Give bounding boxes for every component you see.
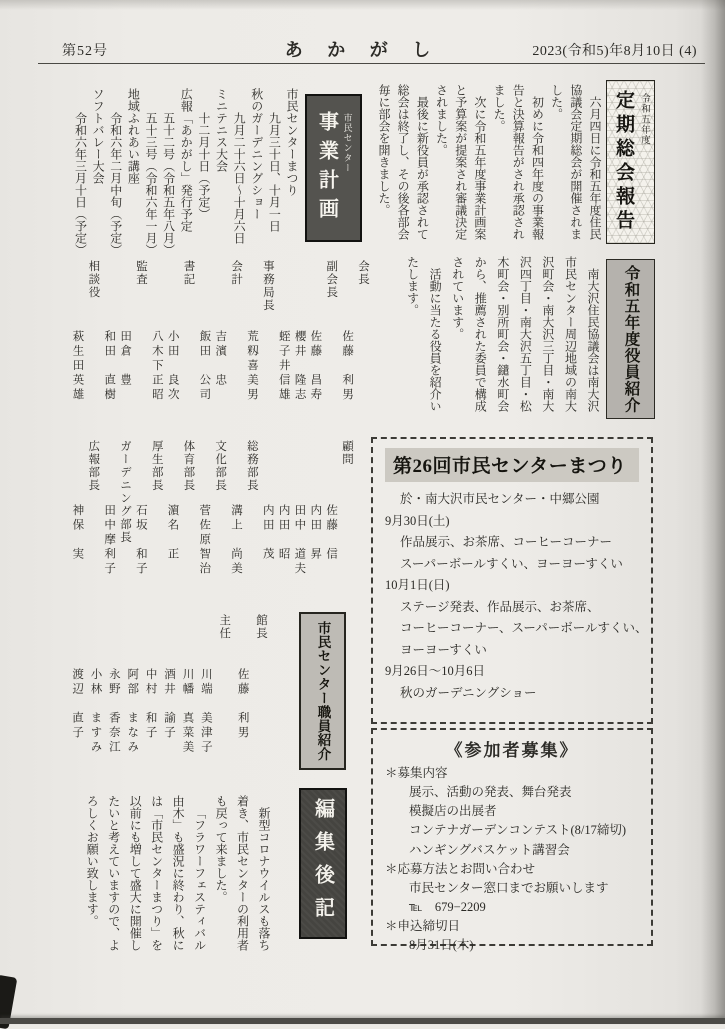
officer-column: 佐藤 利男 (341, 330, 354, 403)
recruit-lines (383, 764, 641, 955)
recruit-line: 模擬店の出展者 (409, 804, 497, 819)
staff-column: 永野 香奈江 (107, 668, 120, 755)
plan-line: 五十三号（令和六年一月） (144, 112, 158, 256)
plan-line: 十二月十日（予定） (196, 112, 211, 220)
officer-column: 田倉 豊 (119, 330, 132, 388)
plan-line: 市民センターまつり (285, 88, 299, 196)
festival-box (371, 437, 653, 724)
officer-column: 事務局長 (261, 260, 274, 312)
plan-line: 五十二号（令和五年八月） (161, 112, 176, 256)
festival-line: 於・南大沢市民センター・中郷公園 (400, 492, 600, 506)
officer-column: 田中 道夫 (293, 504, 306, 577)
era-tag: 令和五年度 (639, 93, 649, 146)
business-plan-heading-box (305, 94, 362, 242)
officer-column: 和田 直樹 (103, 330, 116, 403)
officer-column: 会計 (230, 260, 243, 286)
meeting-report-heading: 定期総会報告 (613, 90, 634, 234)
paragraph: 活動に当たる役員を紹介いたします。 (405, 256, 443, 412)
recruit-line: ＊募集内容 (385, 766, 448, 780)
recruit-title: 《参加者募集》 (445, 741, 579, 760)
business-plan-heading: 事業計画 (315, 111, 338, 227)
officers-intro (398, 256, 604, 416)
newsletter-title: あ か が し (284, 40, 441, 60)
officer-column: 櫻井 隆志 (293, 330, 306, 403)
officer-column: 総務部長 (245, 440, 258, 492)
officer-column: 内田 昭 (277, 504, 290, 562)
officer-column: 田中摩利子 (103, 504, 116, 577)
recruit-line: 市民センター窓口までお願いします (409, 880, 609, 895)
officer-column: 佐藤 信 (325, 504, 338, 562)
staff-heading: 市民センター職員紹介 (315, 621, 331, 761)
plan-line: 秋のガーデニングショー (249, 88, 264, 220)
staff-column: 主任 (218, 614, 231, 640)
staff-column: 佐藤 利男 (236, 668, 249, 741)
staff-column: 川幡 真菜美 (181, 668, 194, 755)
officer-column: 八木下正昭 (150, 330, 163, 403)
festival-line: 9月30日(土) (385, 513, 450, 528)
officer-column: 萩生田英雄 (71, 330, 84, 403)
staff-column: 阿部 まなみ (126, 668, 139, 755)
staff-column: 中村 和子 (144, 668, 157, 741)
officers-band-1 (56, 260, 370, 428)
festival-lines (383, 489, 648, 704)
officer-column: 飯田 公司 (198, 330, 211, 403)
staff-column: 館長 (255, 614, 267, 640)
plan-line: 九月二十六日〜十月六日 (232, 112, 247, 244)
paragraph: 新型コロナウイルスも落ち着き、市民センターの利用者も戻って来ました。 (214, 795, 271, 951)
plan-line: 広報「あかがし」発行予定 (179, 88, 194, 232)
festival-title: 第26回市民センターまつり (385, 448, 639, 482)
officer-column: 神保 実 (71, 504, 84, 562)
officer-column: 溝上 尚美 (229, 504, 242, 577)
officer-column: 内田 茂 (261, 504, 274, 562)
recruit-line: コンテナガーデンコンテスト(8/17締切) (409, 823, 627, 838)
recruit-line: ℡ 679−2209 (409, 899, 486, 914)
recruit-line: 8月31日(木) (409, 938, 474, 953)
festival-line: 秋のガーデニングショー (400, 685, 537, 700)
recruit-box (371, 728, 653, 953)
officer-column: 文化部長 (214, 440, 227, 492)
festival-line: ステージ発表、作品展示、お茶席、 (400, 599, 600, 614)
officers-band-2 (60, 440, 354, 632)
officer-column: 荒籾喜美男 (245, 330, 258, 403)
scan-top-shadow (0, 0, 725, 10)
officer-column: 佐藤 昌寿 (309, 330, 322, 403)
meeting-report-heading-box (606, 80, 655, 244)
paragraph: 南大沢住民協議会は南大沢市民センター周辺地域の南大沢町会・南大沢三丁目・南大沢四丁目・南大沢五丁目・松木町会・別所町会・鑓水町会から、推薦された委員で構成されています。 (450, 256, 600, 412)
paragraph: 「フラワーフェスティバル由木」も盛況に終わり、秋には「市民センターまつり」を以前にも増して盛大に開催したいと考えていますので、よろしくお願い致します。 (85, 795, 207, 951)
paragraph: 六月四日に令和五年度住民協議会定期総会が開催されました。 (549, 84, 602, 240)
officer-column: 書記 (182, 260, 195, 286)
plan-line: 令和六年二月中旬（予定） (108, 112, 123, 256)
officer-column: 濵名 正 (166, 504, 179, 562)
paragraph: 初めに令和四年度の事業報告と決算報告がされ承認されました。 (492, 84, 545, 240)
officers-heading-box (606, 259, 655, 419)
officer-column: 厚生部長 (150, 440, 163, 492)
festival-line: 10月1日(日) (385, 578, 450, 592)
recruit-line: ハンギングバスケット講習会 (409, 842, 570, 857)
plan-line: ミニテニス大会 (214, 88, 229, 172)
paragraph: 次に令和五年度事業計画案と予算案が提案され審議決定されました。 (434, 84, 487, 240)
festival-line: 作品展示、お茶席、コーヒーコーナー (400, 535, 613, 549)
officer-column: 体育部長 (182, 440, 195, 492)
header-date: 2023(令和5)年8月10日 (4) (532, 44, 697, 59)
scan-bottom-strip (0, 1018, 725, 1024)
business-plan-tag: 市民センター (342, 113, 353, 173)
recruit-line: 展示、活動の発表、舞台発表 (409, 785, 572, 800)
paragraph: 最後に新役員が承認されて総会は終了し、その後各部会毎に部会を開きました。 (376, 84, 430, 240)
officer-column: 副会長 (325, 260, 338, 299)
editorial-body (58, 795, 274, 961)
officers-heading: 令和五年度役員紹介 (622, 264, 640, 414)
meeting-report-body (366, 84, 604, 242)
editorial-heading-box (299, 788, 347, 939)
staff-column: 小林 ますみ (89, 668, 102, 755)
staff-band (58, 614, 270, 789)
festival-line: コーヒーコーナー、スーパーボールすくい、 (400, 621, 648, 635)
officer-column: 菅佐原智治 (198, 504, 211, 577)
staff-heading-box (299, 612, 346, 770)
plan-line: 九月三十日、十月一日 (267, 112, 282, 232)
officer-column: 会長 (357, 260, 369, 286)
staff-column: 渡辺 直子 (71, 668, 84, 741)
officer-column: 蛭子井信雄 (277, 330, 290, 403)
staff-column: 川端 美津子 (199, 668, 212, 755)
festival-line: 9月26日〜10月6日 (385, 664, 486, 678)
officer-column: ガーデニング部長 (118, 440, 131, 544)
plan-line: ソフトバレー大会 (91, 88, 106, 184)
plan-line: 令和六年三月十日（予定） (73, 112, 88, 256)
officer-column: 内田 昇 (309, 504, 322, 562)
festival-line: ヨーヨーすくい (400, 642, 487, 657)
recruit-line: ＊応募方法とお問い合わせ (385, 861, 536, 876)
officer-column: 吉濱 忠 (214, 330, 227, 388)
header-rule (38, 63, 705, 64)
staff-column: 酒井 諭子 (163, 668, 176, 741)
recruit-line: ＊申込締切日 (385, 919, 461, 933)
officer-column: 広報部長 (87, 440, 100, 492)
header-issue-number: 第52号 (62, 44, 108, 59)
festival-line: スーパーボールすくい、ヨーヨーすくい (400, 556, 623, 571)
officer-column: 相談役 (87, 260, 100, 299)
plan-line: 地域ふれあい講座 (126, 88, 141, 184)
editorial-heading: 編集後記 (311, 797, 334, 930)
officer-column: 顧問 (341, 440, 353, 466)
officer-column: 小田 良次 (166, 330, 179, 403)
officer-column: 石坂 和子 (134, 504, 147, 577)
officer-column: 監査 (134, 260, 147, 286)
